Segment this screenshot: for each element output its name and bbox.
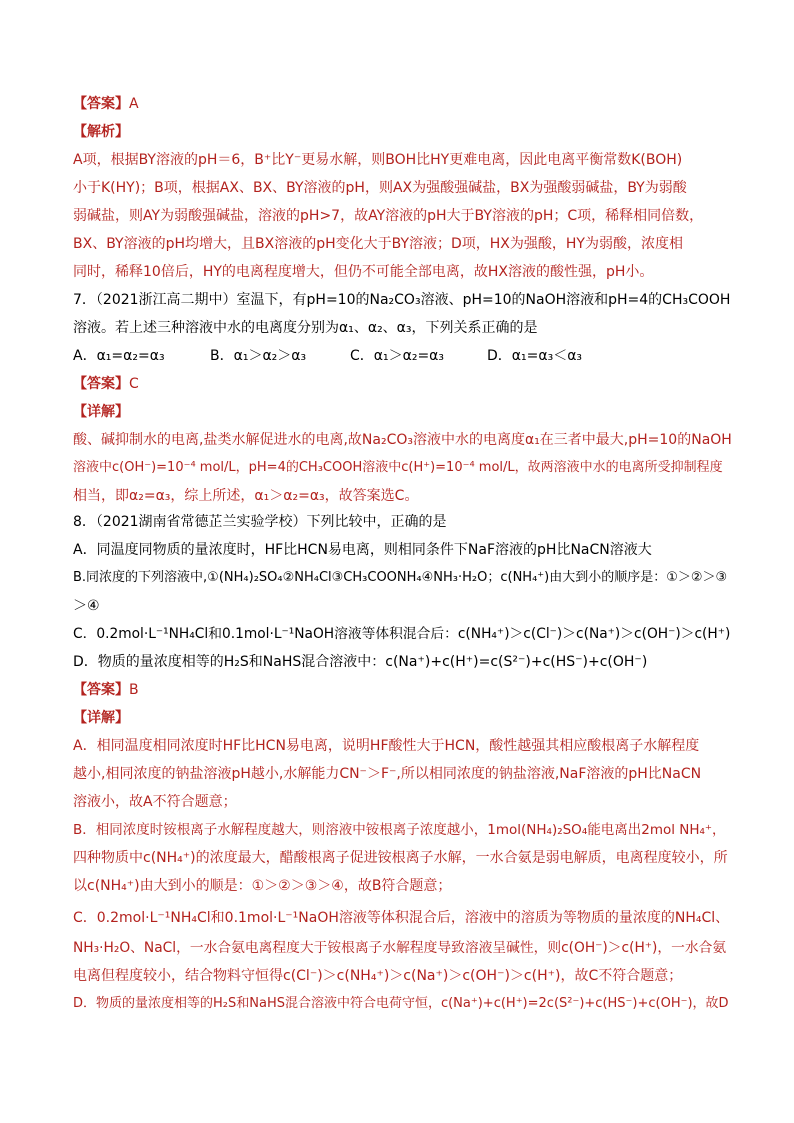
analysis-line: A项，根据BY溶液的pH＝6，B⁺比Y⁻更易水解，则BOH比HY更难电离，因此电离平衡常数K(BOH) [73, 152, 683, 168]
detail-line: B．相同浓度时铵根离子水解程度越大，则溶液中铵根离子浓度越小，1mol(NH₄)₂SO₄能电离出2mol NH₄⁺， [73, 822, 726, 838]
detail-tag: 【详解】 [73, 710, 129, 726]
detail-tag: 【详解】 [73, 404, 129, 420]
answer-value: A [129, 96, 139, 112]
q8-answer [73, 680, 733, 700]
detail-line: 溶液小，故A不符合题意； [73, 794, 237, 810]
detail-line: C．0.2mol·L⁻¹NH₄Cl和0.1mol·L⁻¹NaOH溶液等体积混合后，溶液中的溶质为等物质的量浓度的NH₄Cl、 [73, 910, 730, 926]
q8-option-d: D．物质的量浓度相等的H₂S和NaHS混合溶液中：c(Na⁺)+c(H⁺)=c(S²⁻)+c(HS⁻)+c(OH⁻) [73, 654, 648, 670]
detail-line: 电离但程度较小，结合物料守恒得c(Cl⁻)＞c(NH₄⁺)＞c(Na⁺)＞c(OH⁻)＞c(H⁺)，故C不符合题意； [73, 968, 683, 984]
q8-option-b-cont: ＞④ [73, 598, 100, 614]
analysis-line: 小于K(HY)；B项，根据AX、BX、BY溶液的pH，则AX为强酸强碱盐，BX为强酸弱碱盐，BY为弱酸 [73, 180, 687, 196]
analysis-tag: 【解析】 [73, 124, 129, 140]
q8-option-c: C．0.2mol·L⁻¹NH₄Cl和0.1mol·L⁻¹NaOH溶液等体积混合后：c(NH₄⁺)＞c(Cl⁻)＞c(Na⁺)＞c(OH⁻)＞c(H⁺) [73, 626, 731, 642]
answer-tag: 【答案】 [73, 96, 129, 112]
analysis-line: BX、BY溶液的pH均增大，且BX溶液的pH变化大于BY溶液；D项，HX为强酸，HY为弱酸，浓度相 [73, 236, 683, 252]
q7-option-a: A．α₁=α₂=α₃ [73, 348, 165, 364]
q7-option-b: B．α₁＞α₂＞α₃ [210, 348, 307, 364]
analysis-line: 同时，稀释10倍后，HY的电离程度增大，但仍不可能全部电离，故HX溶液的酸性强，pH小。 [73, 264, 654, 280]
q8-option-a: A．同温度同物质的量浓度时，HF比HCN易电离，则相同条件下NaF溶液的pH比NaCN溶液大 [73, 542, 652, 558]
detail-line: D．物质的量浓度相等的H₂S和NaHS混合溶液中符合电荷守恒，c(Na⁺)+c(H⁺)=2c(S²⁻)+c(HS⁻)+c(OH⁻)，故D [73, 996, 729, 1011]
detail-line: 相当，即α₂=α₃，综上所述，α₁＞α₂=α₃，故答案选C。 [73, 488, 419, 504]
analysis-line: 弱碱盐，则AY为弱酸强碱盐，溶液的pH>7，故AY溶液的pH大于BY溶液的pH；C项，稀释相同倍数， [73, 208, 704, 224]
q7-option-d: D．α₁=α₃＜α₃ [487, 348, 583, 364]
q7-options [73, 346, 733, 366]
detail-line: 溶液中c(OH⁻)=10⁻⁴ mol/L，pH=4的CH₃COOH溶液中c(H⁺)=10⁻⁴ mol/L，故两溶液中水的电离所受抑制程度 [73, 460, 723, 475]
q8-stem: 8．（2021湖南省常德芷兰实验学校）下列比较中，正确的是 [73, 514, 447, 530]
q7-stem: 溶液。若上述三种溶液中水的电离度分别为α₁、α₂、α₃，下列关系正确的是 [73, 320, 538, 336]
answer-line-1 [73, 94, 733, 114]
answer-tag: 【答案】 [73, 682, 129, 698]
answer-value: C [129, 376, 139, 392]
detail-line: NH₃·H₂O、NaCl，一水合氨电离程度大于铵根离子水解程度导致溶液呈碱性，则c(OH⁻)＞c(H⁺)，一水合氨 [73, 940, 727, 956]
answer-tag: 【答案】 [73, 376, 129, 392]
detail-line: 以c(NH₄⁺)由大到小的顺是：①＞②＞③＞④，故B符合题意； [73, 878, 452, 894]
q7-stem: 7．（2021浙江高二期中）室温下，有pH=10的Na₂CO₃溶液、pH=10的NaOH溶液和pH=4的CH₃COOH [73, 292, 731, 308]
detail-line: A．相同温度相同浓度时HF比HCN易电离，说明HF酸性大于HCN，酸性越强其相应酸根离子水解程度 [73, 738, 700, 754]
detail-line: 越小,相同浓度的钠盐溶液pH越小,水解能力CN⁻＞F⁻,所以相同浓度的钠盐溶液,NaF溶液的pH比NaCN [73, 766, 702, 782]
q8-option-b: B.同浓度的下列溶液中,①(NH₄)₂SO₄②NH₄Cl③CH₃COONH₄④NH₃·H₂O；c(NH₄⁺)由大到小的顺序是：①＞②＞③ [73, 570, 728, 585]
answer-value: B [129, 682, 139, 698]
detail-line: 酸、碱抑制水的电离,盐类水解促进水的电离,故Na₂CO₃溶液中水的电离度α₁在三者中最大,pH=10的NaOH [73, 432, 732, 448]
detail-line: 四种物质中c(NH₄⁺)的浓度最大，醋酸根离子促进铵根离子水解，一水合氨是弱电解质，电离程度较小，所 [73, 850, 728, 866]
q7-answer [73, 374, 733, 394]
q7-option-c: C．α₁＞α₂=α₃ [350, 348, 445, 364]
